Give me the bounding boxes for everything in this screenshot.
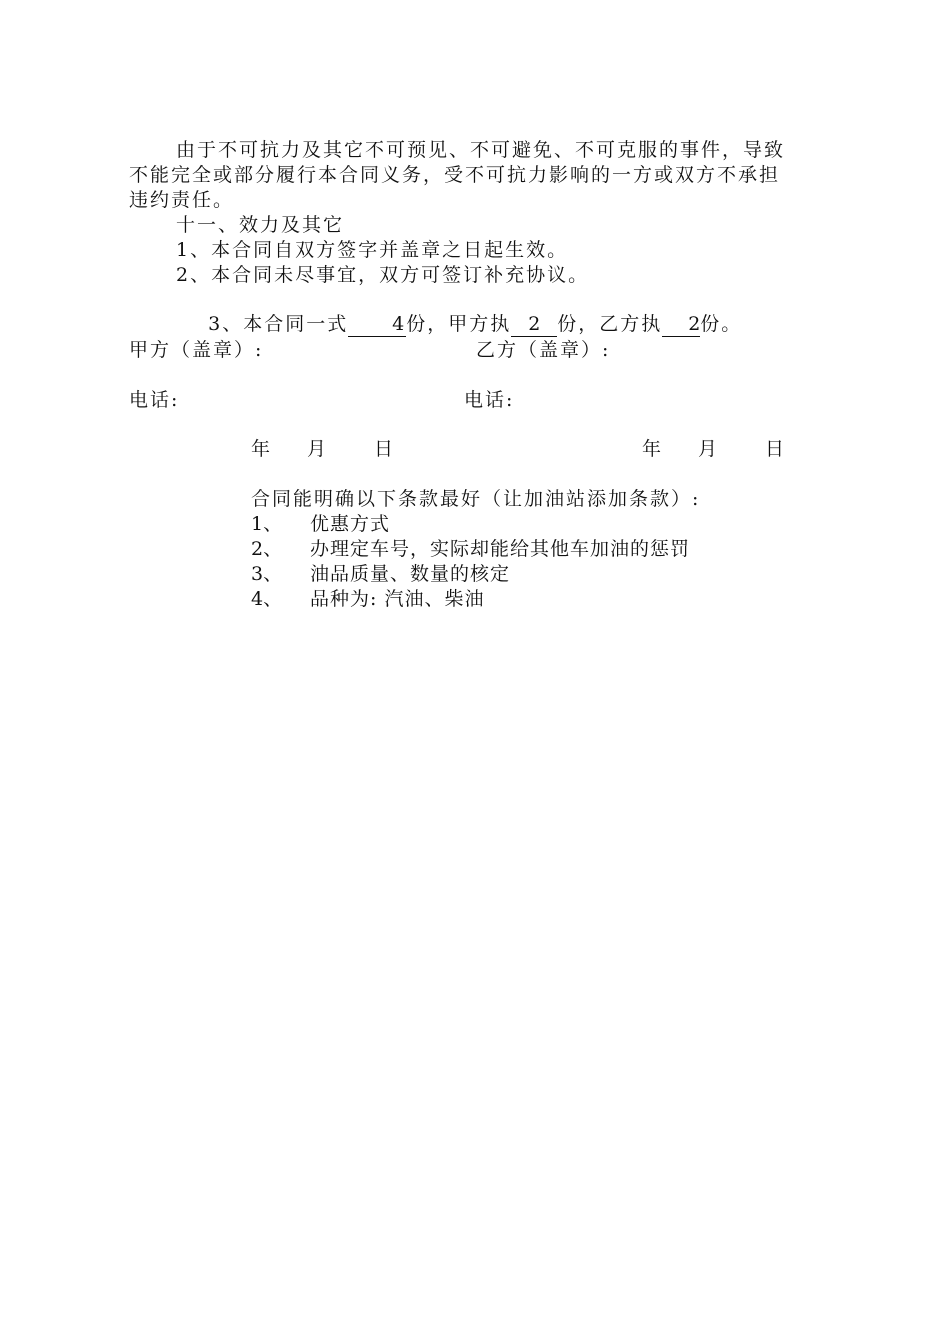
clause-1: 1、本合同自双方签字并盖章之日起生效。 [176,239,569,261]
party-b-date-year: 年 [642,438,664,460]
party-b-copies-field: 2 [662,312,700,337]
note-item-text: 优惠方式 [310,513,391,535]
note-number: 4、 [251,588,283,610]
note-number: 2、 [251,538,283,560]
clause-3-suffix: 份。 [700,313,743,335]
party-b-date-day: 日 [765,438,787,460]
party-a-phone-label: 电话: [129,389,180,411]
clause-3-mid-2: 份，乙方执 [557,313,663,335]
note-number: 1、 [251,513,283,535]
party-a-date-month: 月 [307,438,329,460]
party-a-copies-field: 2 [511,312,557,337]
force-majeure-line-1: 由于不可抗力及其它不可预见、不可避免、不可克服的事件，导致 [176,139,786,161]
party-a-date-day: 日 [374,438,396,460]
note-item-text: 油品质量、数量的核定 [310,563,511,585]
note-item-text: 品种为: 汽油、柴油 [310,588,485,610]
section-11-heading: 十一、效力及其它 [176,214,345,236]
note-number: 3、 [251,563,283,585]
clause-3-prefix: 3、本合同一式 [208,313,349,335]
clause-2: 2、本合同未尽事宜，双方可签订补充协议。 [176,264,590,286]
party-a-date-year: 年 [251,438,273,460]
force-majeure-line-2: 不能完全或部分履行本合同义务，受不可抗力影响的一方或双方不承担 [129,164,781,186]
force-majeure-line-3: 违约责任。 [129,189,235,211]
clause-3-mid-1: 份，甲方执 [406,313,512,335]
total-copies-field: 4 [348,312,406,337]
party-b-phone-label: 电话: [464,389,515,411]
note-item-text: 办理定车号，实际却能给其他车加油的惩罚 [310,538,691,560]
party-b-date-month: 月 [698,438,720,460]
notes-heading: 合同能明确以下条款最好（让加油站添加条款）: [251,488,701,510]
party-b-seal-label: 乙方（盖章）: [476,339,611,361]
party-a-seal-label: 甲方（盖章）: [129,339,264,361]
